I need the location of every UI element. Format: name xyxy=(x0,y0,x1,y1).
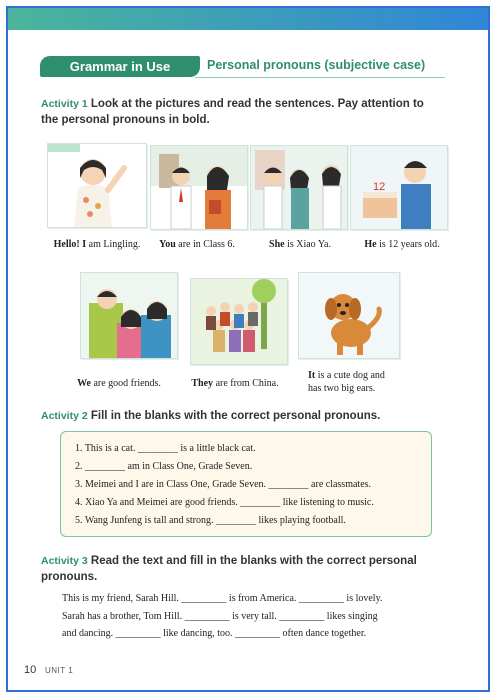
activity3-instruction-line1: Read the text and fill in the blanks with the correct personal xyxy=(90,555,417,567)
activity3-tag: Activity 3 xyxy=(41,555,88,567)
exercise-item-4: 4. Xiao Ya and Meimei are good friends. ________ like listening to music. xyxy=(75,497,374,508)
caption-5: We are good friends. xyxy=(77,378,161,389)
picture-friends xyxy=(80,272,178,359)
activity3-line-3: and dancing. _________ like dancing, too. _________ often dance together. xyxy=(62,628,367,639)
caption-4: He is 12 years old. xyxy=(364,239,440,250)
exercise-item-3: 3. Meimei and I are in Class One, Grade Seven. ________ are classmates. xyxy=(75,479,372,490)
picture-xiaoya xyxy=(250,145,348,230)
activity3-heading xyxy=(41,553,417,585)
exercise-item-2: 2. ________ am in Class One, Grade Seven. xyxy=(75,461,253,472)
activity3-text xyxy=(62,590,432,643)
picture-class6 xyxy=(150,145,248,230)
activity2-tag: Activity 2 xyxy=(41,410,88,422)
activity3-line-2: Sarah has a brother, Tom Hill. _________ is very tall. _________ likes singing xyxy=(62,610,378,622)
picture-dog xyxy=(298,272,400,359)
section-underline xyxy=(195,77,445,78)
activity3-instruction-line2: pronouns. xyxy=(41,571,98,583)
caption-3: She is Xiao Ya. xyxy=(269,239,331,250)
picture-family xyxy=(190,278,288,365)
picture-lingling xyxy=(47,143,147,228)
picture-birthday xyxy=(350,145,448,230)
caption-6: They are from China. xyxy=(191,378,279,389)
caption-1: Hello! I am Lingling. xyxy=(53,239,141,250)
unit-label: UNIT 1 xyxy=(45,666,74,675)
exercise-box xyxy=(60,431,432,537)
svg-text:12: 12 xyxy=(373,181,386,193)
exercise-item-1: 1. This is a cat. ________ is a little black cat. xyxy=(75,443,256,454)
section-badge: Grammar in Use xyxy=(40,56,200,77)
page-number: 10 xyxy=(24,664,37,676)
exercise-item-5: 5. Wang Junfeng is tall and strong. ________ likes playing football. xyxy=(75,515,346,526)
activity1-instruction-line1: Look at the pictures and read the sentences. Pay attention to xyxy=(90,98,424,110)
activity3-line-1: This is my friend, Sarah Hill. _________ is from America. _________ is lovely. xyxy=(62,593,383,604)
activity2-heading xyxy=(41,408,380,424)
caption-7: It is a cute dog and has two big ears. xyxy=(308,370,385,394)
activity1-heading xyxy=(41,96,424,128)
activity2-instruction: Fill in the blanks with the correct personal pronouns. xyxy=(90,410,381,422)
activity1-tag: Activity 1 xyxy=(41,98,88,110)
caption-2: You are in Class 6. xyxy=(159,239,235,250)
activity1-instruction-line2: the personal pronouns in bold. xyxy=(41,114,210,126)
section-title: Personal pronouns (subjective case) xyxy=(207,58,426,72)
